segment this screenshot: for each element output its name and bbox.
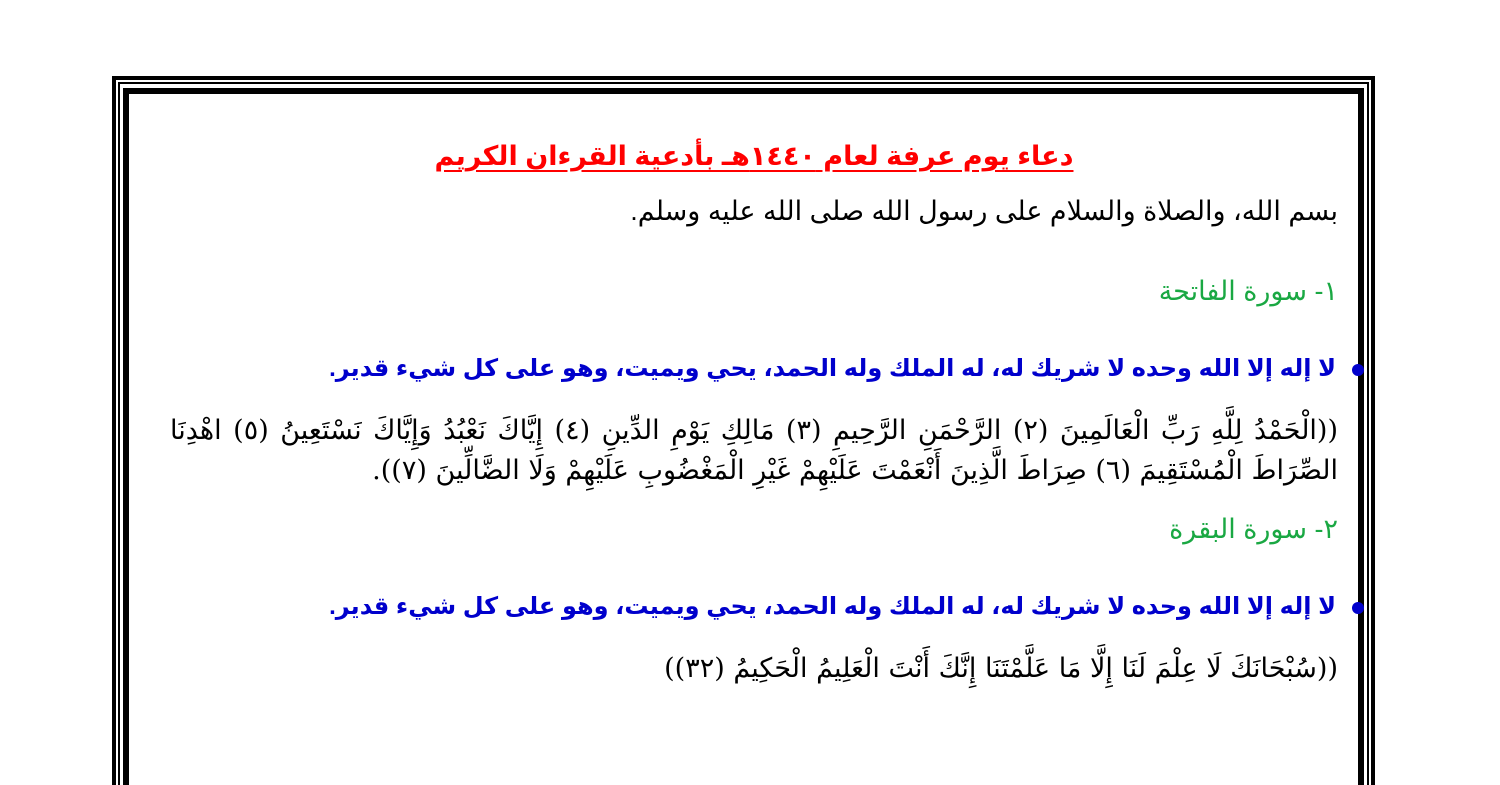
verse-fatiha: ((الْحَمْدُ لِلَّهِ رَبِّ الْعَالَمِينَ (٢) الرَّحْمَنِ الرَّحِيمِ (٣) مَالِكِ يَوْمِ الدِّينِ (٤) إِيَّاكَ نَعْبُدُ وَإِيَّاكَ نَسْتَعِينُ (٥) اهْدِنَا الصِّرَاطَ الْمُسْتَقِيمَ (٦) صِرَاطَ الَّذِينَ أَنْعَمْتَ عَلَيْهِمْ غَيْرِ الْمَغْضُوبِ عَلَيْهِمْ وَلَا الضَّالِّينَ (٧)). bbox=[170, 415, 1339, 486]
intro-text: بسم الله، والصلاة والسلام على رسول الله صلى الله عليه وسلم. bbox=[630, 196, 1338, 226]
section-heading-fatiha: ١- سورة الفاتحة bbox=[1158, 276, 1338, 306]
bullet-icon bbox=[1352, 364, 1364, 376]
tahleel-text: لا إله إلا الله وحده لا شريك له، له الملك وله الحمد، يحي ويميت، وهو على كل شيء قدير. bbox=[329, 355, 1336, 382]
document-content bbox=[170, 120, 1338, 689]
section-heading-baqara: ٢- سورة البقرة bbox=[1169, 514, 1338, 544]
bullet-icon bbox=[1352, 602, 1364, 614]
document-title: دعاء يوم عرفة لعام ١٤٤٠هـ بأدعية القرءان الكريم bbox=[434, 141, 1074, 171]
tahleel-line bbox=[256, 351, 1338, 387]
verse-baqara: ((سُبْحَانَكَ لَا عِلْمَ لَنَا إِلَّا مَا عَلَّمْتَنَا إِنَّكَ أَنْتَ الْعَلِيمُ الْحَكِيمُ (٣٢)) bbox=[664, 653, 1338, 684]
tahleel-text: لا إله إلا الله وحده لا شريك له، له الملك وله الحمد، يحي ويميت، وهو على كل شيء قدير. bbox=[329, 593, 1336, 620]
tahleel-line bbox=[256, 589, 1338, 625]
